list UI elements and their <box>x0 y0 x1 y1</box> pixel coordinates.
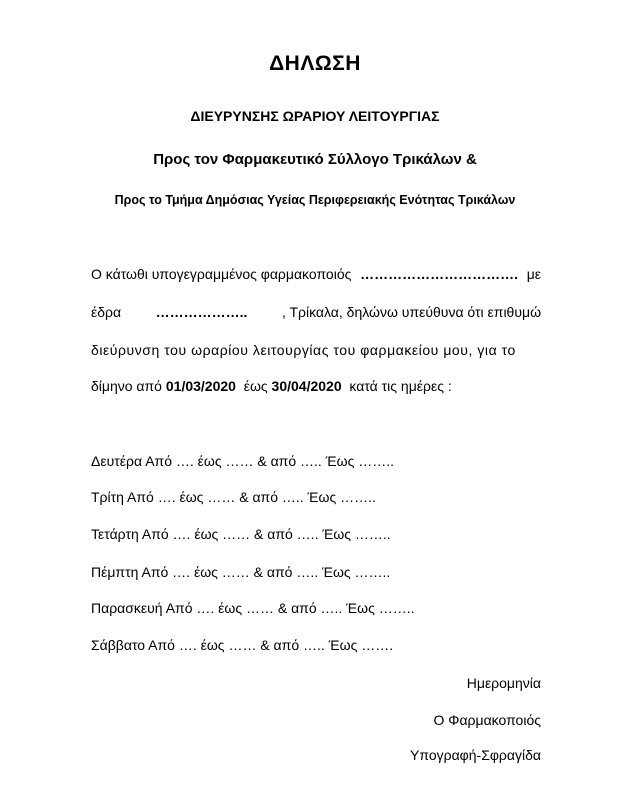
date-to: 30/04/2020 <box>271 378 342 394</box>
period-suffix: κατά τις ημέρες : <box>349 378 452 394</box>
document-title: ΔΗΛΩΣΗ <box>269 52 361 75</box>
period-prefix: δίμηνο από <box>91 378 162 394</box>
recipient-pharmaceutical-association: Προς τον Φαρμακευτικό Σύλλογο Τρικάλων & <box>153 151 477 168</box>
statement-intro: Ο κάτωθι υπογεγραμμένος φαρμακοποιός <box>91 266 352 282</box>
date-label: Ημερομηνία <box>466 675 541 691</box>
schedule-saturday: Σάββατο Από …. έως …… & από ….. Έως ……. <box>91 637 394 653</box>
schedule-friday: Παρασκευή Από …. έως …… & από ….. Έως …….. <box>91 600 415 616</box>
date-from: 01/03/2020 <box>165 378 236 394</box>
signature-stamp-label: Υπογραφή-Σφραγίδα <box>410 747 541 763</box>
statement-declaration: , Τρίκαλα, δηλώνω υπεύθυνα ότι επιθυμώ <box>281 304 541 320</box>
schedule-tuesday: Τρίτη Από …. έως …… & από ….. Έως …….. <box>91 489 376 505</box>
pharmacist-name-blank: ……………………………. <box>360 266 518 282</box>
statement-line-4 <box>91 378 541 394</box>
statement-line-1 <box>91 266 541 282</box>
pharmacist-label: Ο Φαρμακοποιός <box>433 712 541 728</box>
statement-with: με <box>526 266 541 282</box>
pharmacy-address-blank: ……………….. <box>155 304 248 320</box>
statement-extension-text: διεύρυνση του ωραρίου λειτουργίας του φαρμακείου μου, για το <box>91 342 516 358</box>
schedule-monday: Δευτέρα Από …. έως …… & από ….. Έως …….. <box>91 453 394 469</box>
schedule-thursday: Πέμπτη Από …. έως …… & από ….. Έως …….. <box>91 564 391 580</box>
statement-seat-label: έδρα <box>91 304 122 320</box>
period-to-label: έως <box>243 378 268 394</box>
document-subtitle: ΔΙΕΥΡΥΝΣΗΣ ΩΡΑΡΙΟΥ ΛΕΙΤΟΥΡΓΙΑΣ <box>190 108 440 124</box>
statement-line-2 <box>91 304 541 320</box>
schedule-wednesday: Τετάρτη Από …. έως …… & από ….. Έως …….. <box>91 526 391 542</box>
statement-line-3 <box>91 342 541 358</box>
recipient-public-health-department: Προς το Τμήμα Δημόσιας Υγείας Περιφερειακής Ενότητας Τρικάλων <box>114 193 516 207</box>
